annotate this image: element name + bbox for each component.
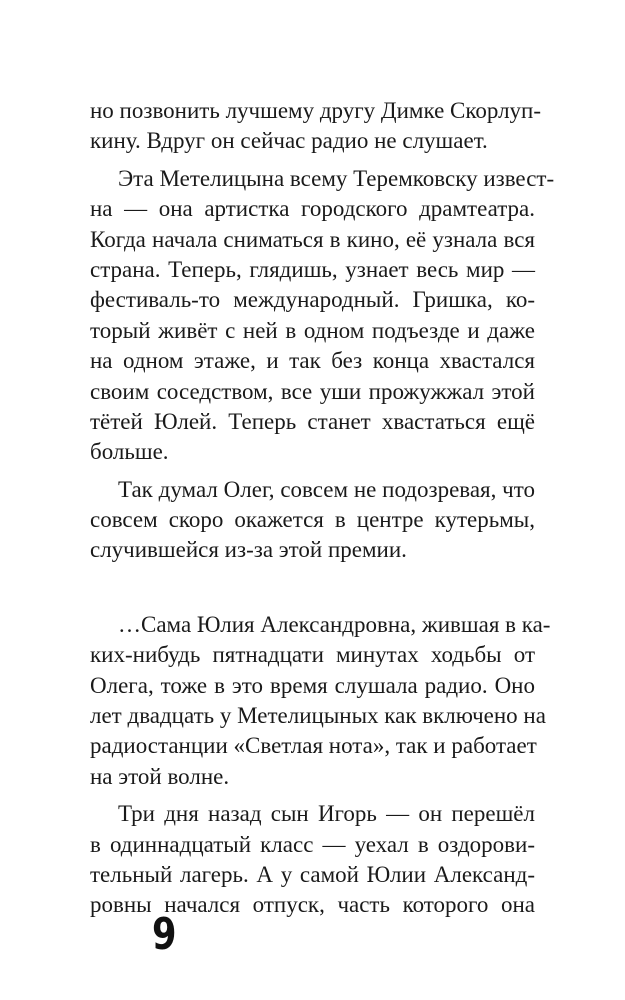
text-line: Эта Метелицына всему Теремковску извест- <box>118 165 555 191</box>
text-line: больше. <box>90 439 169 465</box>
text-line: торый живёт с ней в одном подъезде и даже <box>90 317 535 343</box>
text-line: на — она артистка городского драмтеатра. <box>90 196 535 222</box>
text-line: в одиннадцатый класс — уехал в оздорови- <box>90 831 535 857</box>
text-line: лет двадцать у Метелицыных как включено на <box>90 703 546 729</box>
paragraph <box>90 96 542 157</box>
text-line: …Сама Юлия Александровна, жившая в ка- <box>118 611 551 637</box>
text-line: ких-нибудь пятнадцати минутах ходьбы от <box>90 642 535 668</box>
text-line: совсем скоро окажется в центре кутерьмы, <box>90 507 535 533</box>
text-line: кину. Вдруг он сейчас радио не слушает. <box>90 128 488 154</box>
text-line: радиостанции «Светлая нота», так и работает <box>90 733 537 759</box>
page-text <box>90 96 555 921</box>
text-line: тельный лагерь. А у самой Юлии Александ- <box>90 861 535 887</box>
text-line: Три дня назад сын Игорь — он перешёл <box>118 801 535 827</box>
paragraph <box>90 799 535 921</box>
text-line: фестиваль-то международный. Гришка, ко- <box>90 287 535 313</box>
text-line: тётей Юлей. Теперь станет хвастаться ещё <box>90 408 535 434</box>
text-line: на этой волне. <box>90 763 230 789</box>
paragraph <box>90 610 551 792</box>
text-line: на одном этаже, и так без конца хвастался <box>90 348 535 374</box>
text-line: Когда начала сниматься в кино, её узнала вся <box>90 226 535 252</box>
paragraph <box>90 164 555 468</box>
text-line: ровны начался отпуск, часть которого она <box>90 892 535 918</box>
page-number: 9 <box>152 909 177 960</box>
text-line: Олега, тоже в это время слушала радио. Оно <box>90 672 535 698</box>
text-line: Так думал Олег, совсем не подозревая, что <box>118 476 535 502</box>
text-line: случившейся из-за этой премии. <box>90 537 407 563</box>
text-line: своим соседством, все уши прожужжал этой <box>90 378 535 404</box>
text-line: но позвонить лучшему другу Димке Скорлуп- <box>90 98 542 123</box>
paragraph <box>90 475 535 566</box>
text-line: страна. Теперь, глядишь, узнает весь мир — <box>90 256 535 282</box>
section-break <box>90 566 535 610</box>
